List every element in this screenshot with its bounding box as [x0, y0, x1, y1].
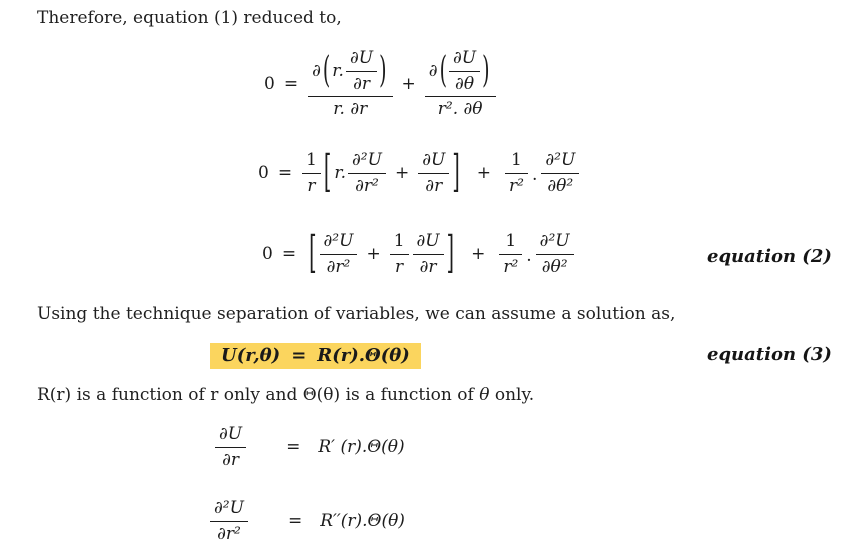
deriv1-rhs: R′ (r).Θ(θ) — [318, 437, 405, 458]
open-paren: ( — [439, 49, 447, 92]
fraction: $\frac{\partial U}{\partial r}$ — [413, 232, 444, 276]
deriv2-rhs: R′′(r).Θ(θ) — [320, 511, 405, 532]
fraction: $\frac{\partial U}{\partial r}$ — [215, 425, 246, 469]
eq1-coef: r. — [332, 60, 344, 81]
fraction: $\frac{\text{∂²U}}{\text{∂θ²}}$ — [536, 232, 574, 276]
close-bracket: ] — [452, 146, 460, 198]
eq1-lhs: 0 — [264, 74, 275, 95]
multiply-dot: . — [531, 165, 538, 186]
fraction: $\frac{\text{∂²U}}{\text{∂r²}}$ — [210, 499, 248, 543]
solution-lhs: U(r,θ) — [221, 345, 281, 366]
plus-sign: + — [366, 244, 381, 265]
fraction: $\frac{\partial U}{\partial r}$ — [418, 151, 449, 195]
separation-sentence: Using the technique separation of variables, we can assume a solution as, — [37, 304, 676, 324]
partial-symbol: ∂ — [312, 60, 321, 81]
equation-2-label: equation (2) — [707, 246, 832, 267]
multiply-dot: . — [526, 246, 532, 267]
coef-fraction: $\frac{1}{r}$ — [302, 151, 321, 195]
equals-sign: = — [281, 244, 297, 265]
equals-sign: = — [286, 437, 301, 458]
theta-function-term: Θ(θ) — [302, 385, 341, 405]
intro-text: Therefore, equation (1) reduced to, — [37, 8, 342, 28]
equals-sign: = — [287, 511, 303, 532]
fraction: $\frac{\text{∂²U}}{\text{∂r²}}$ — [320, 232, 358, 276]
plus-sign: + — [394, 163, 410, 184]
eq3-lhs: 0 — [262, 244, 273, 265]
partial-symbol: ∂ — [428, 60, 438, 81]
close-paren: ) — [379, 49, 387, 92]
open-bracket: [ — [323, 146, 332, 198]
first-derivative-line — [215, 425, 405, 469]
highlighted-solution — [210, 343, 421, 369]
coef-fraction: $\frac{1}{r}$ — [390, 232, 409, 276]
equals-sign: = — [283, 74, 299, 95]
equation-3-line — [262, 227, 574, 279]
eq1-fraction-1: ∂ ( r. $\frac{\partial U}{\partial r}$ ) r. ∂r — [308, 49, 392, 119]
fraction: $\frac{\text{∂²U}}{\text{∂θ²}}$ — [541, 151, 579, 195]
plus-sign: + — [476, 163, 491, 184]
coef-fraction: $\frac{1}{\text{r²}}$ — [505, 151, 528, 195]
nested-fraction: $\frac{\partial U}{\partial\theta}$ — [449, 49, 480, 93]
plus-sign: + — [471, 244, 486, 265]
eq1-fraction-2: ∂ ( $\frac{\partial U}{\partial\theta}$ ) r². ∂θ — [425, 49, 496, 119]
equation-2-line — [258, 146, 579, 198]
open-bracket: [ — [309, 227, 317, 279]
eq2-inner-coef: r. — [334, 163, 346, 184]
solution-rhs: R(r).Θ(θ) — [317, 345, 410, 366]
close-bracket: ] — [446, 227, 455, 279]
equals-sign: = — [291, 345, 307, 366]
plus-sign: + — [401, 74, 416, 95]
close-paren: ) — [482, 49, 490, 92]
second-derivative-line — [210, 499, 405, 543]
coef-fraction: $\frac{1}{\text{r²}}$ — [499, 232, 522, 276]
equation-3-label: equation (3) — [707, 344, 832, 365]
equation-1 — [264, 49, 496, 119]
theta-symbol: θ — [479, 385, 490, 405]
open-paren: ( — [322, 49, 331, 92]
fraction: $\frac{\text{∂²U}}{\text{∂r²}}$ — [348, 151, 386, 195]
equals-sign: = — [277, 163, 293, 184]
nested-fraction: $\frac{\partial U}{\partial r}$ — [346, 49, 377, 93]
function-note: R(r) is a function of r only and Θ(θ) is a function of θ only. — [37, 385, 535, 405]
eq2-lhs: 0 — [258, 163, 269, 184]
